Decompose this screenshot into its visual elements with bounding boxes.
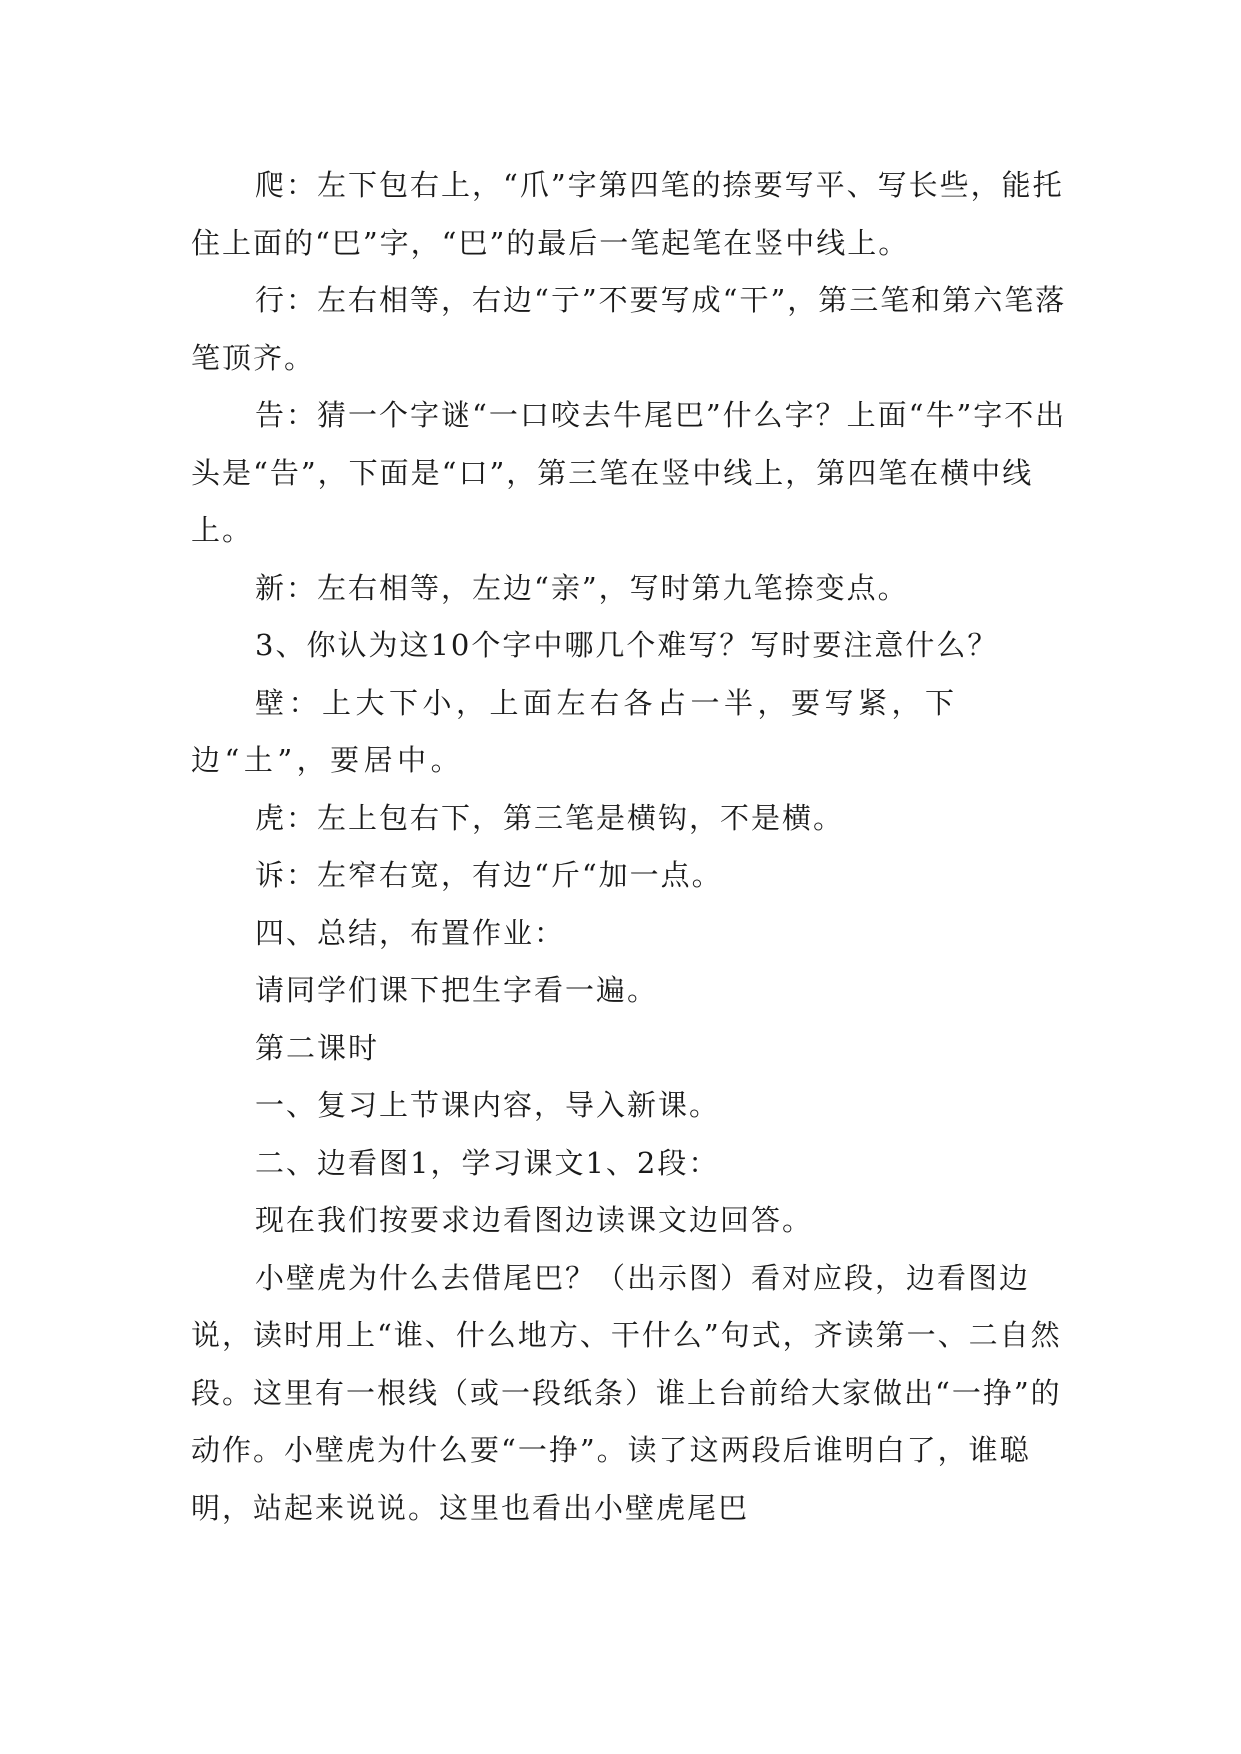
paragraph-look-picture: 二、边看图1，学习课文1、2段： xyxy=(255,1145,720,1180)
paragraph-su: 诉：左窄右宽，有边“斤“加一点。 xyxy=(255,858,723,892)
paragraph-bi: 壁：上大下小，上面左右各占一半，要写紧，下边“土”，要居中。 xyxy=(191,685,959,777)
paragraph-summary-heading: 四、总结，布置作业： xyxy=(255,915,566,950)
paragraph-question-3: 3、你认为这10个字中哪几个难写？写时要注意什么？ xyxy=(255,628,999,662)
paragraph-xin: 新：左右相等，左边“亲”，写时第九笔捺变点。 xyxy=(255,570,909,605)
document-body xyxy=(191,157,1071,1537)
paragraph-xing: 行：左右相等，右边“亍”不要写成“干”，第三笔和第六笔落笔顶齐。 xyxy=(191,283,1067,375)
paragraph-pa: 爬：左下包右上，“爪”字第四笔的捺要写平、写长些，能托住上面的“巴”字，“巴”的最后一笔起笔在竖中线上。 xyxy=(191,168,1064,260)
paragraph-gao: 告：猜一个字谜“一口咬去牛尾巴”什么字？上面“牛”字不出头是“告”，下面是“口”，第三笔在竖中线上，第四笔在横中线上。 xyxy=(191,398,1067,547)
paragraph-second-lesson: 第二课时 xyxy=(255,1030,380,1065)
paragraph-instructions: 现在我们按要求边看图边读课文边回答。 xyxy=(255,1203,814,1237)
paragraph-gecko-tail: 小壁虎为什么去借尾巴？（出示图）看对应段，边看图边说，读时用上“谁、什么地方、干什么”句式，齐读第一、二自然段。这里有一根线（或一段纸条）谁上台前给大家做出“一挣”的动作。小壁虎为什么要“一挣”。读了这两段后谁明白了，谁聪明，站起来说说。这里也看出小壁虎尾巴 xyxy=(191,1260,1062,1525)
paragraph-review: 一、复习上节课内容，导入新课。 xyxy=(255,1088,721,1122)
paragraph-hu: 虎：左上包右下，第三笔是横钩，不是横。 xyxy=(255,800,845,835)
paragraph-homework: 请同学们课下把生字看一遍。 xyxy=(255,973,659,1007)
